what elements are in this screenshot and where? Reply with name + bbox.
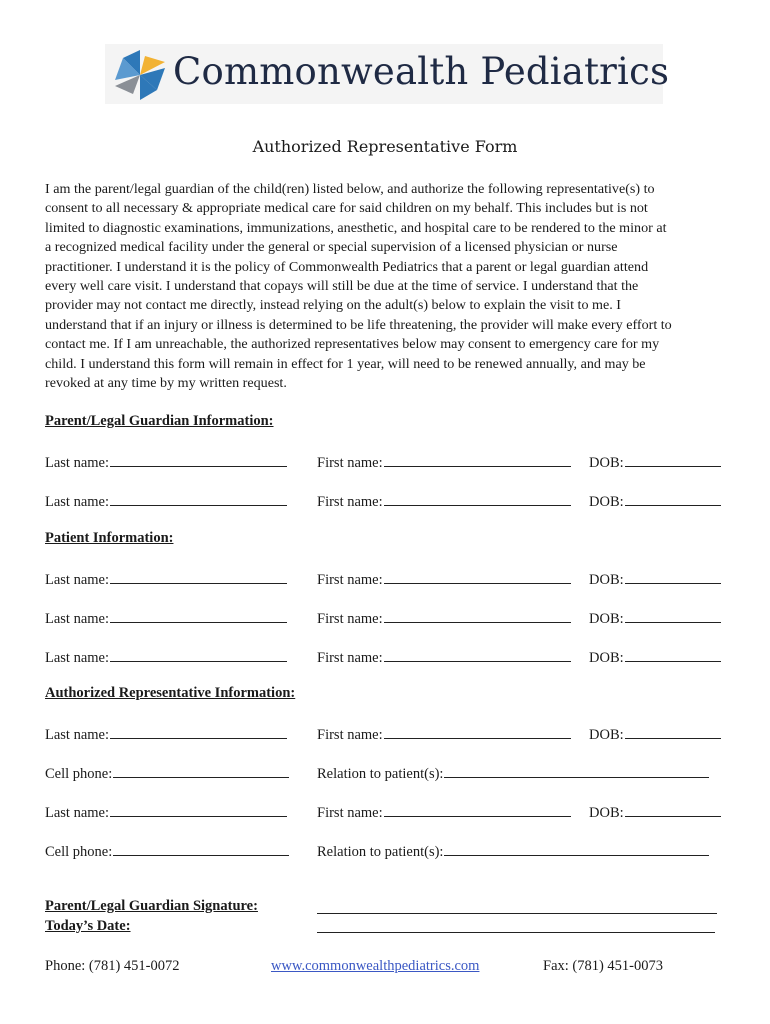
paragraph-line: revoked at any time by my written request. (45, 375, 287, 392)
paragraph-line: child. I understand this form will remain in effect for 1 year, will need to be renewed annually, and may be (45, 355, 646, 372)
authorization-paragraph (45, 180, 735, 393)
paragraph-line: limited to diagnostic examinations, immunizations, anesthetic, and hospital care to be rendered to the minor at (45, 219, 667, 236)
patient-1-dob-field[interactable]: DOB: (589, 569, 721, 589)
guardian-row-1 (45, 452, 735, 472)
guardian-2-dob-field[interactable]: DOB: (589, 491, 721, 511)
guardian-1-dob-field[interactable]: DOB: (589, 452, 721, 472)
patient-2-dob-field[interactable]: DOB: (589, 608, 721, 628)
rep-2-dob-field[interactable]: DOB: (589, 802, 721, 822)
representative-section-heading: Authorized Representative Information: (45, 685, 296, 701)
guardian-section-heading: Parent/Legal Guardian Information: (45, 413, 274, 429)
paragraph-line: consent to all necessary & appropriate medical care for said children on my behalf. This includes but is not (45, 200, 648, 217)
patient-3-last-name-field[interactable]: Last name: (45, 647, 287, 667)
pinwheel-logo-icon (111, 46, 169, 104)
paragraph-line: contact me. If I am unreachable, the authorized representatives below may consent to emergency care for my (45, 336, 660, 353)
rep-2-cell-phone-field[interactable]: Cell phone: (45, 841, 289, 861)
guardian-1-first-name-field[interactable]: First name: (317, 452, 571, 472)
rep-1-cell-phone-field[interactable]: Cell phone: (45, 763, 289, 783)
paragraph-line: a recognized medical facility under the general or special supervision of a licensed physician or nurse (45, 239, 618, 256)
patient-row-1 (45, 569, 735, 589)
guardian-signature-field[interactable] (317, 913, 717, 914)
patient-section-heading: Patient Information: (45, 530, 174, 546)
patient-2-last-name-field[interactable]: Last name: (45, 608, 287, 628)
form-title: Authorized Representative Form (252, 137, 518, 156)
guardian-row-2 (45, 491, 735, 511)
rep-2-first-name-field[interactable]: First name: (317, 802, 571, 822)
rep-2-relation-field[interactable]: Relation to patient(s): (317, 841, 709, 861)
patient-1-first-name-field[interactable]: First name: (317, 569, 571, 589)
representative-2-contact-row (45, 841, 735, 861)
rep-1-dob-field[interactable]: DOB: (589, 724, 721, 744)
patient-3-first-name-field[interactable]: First name: (317, 647, 571, 667)
patient-1-last-name-field[interactable]: Last name: (45, 569, 287, 589)
representative-2-name-row (45, 802, 735, 822)
patient-3-dob-field[interactable]: DOB: (589, 647, 721, 667)
patient-row-2 (45, 608, 735, 628)
guardian-2-last-name-field[interactable]: Last name: (45, 491, 287, 511)
guardian-signature-label: Parent/Legal Guardian Signature: (45, 898, 258, 914)
logo-banner (105, 44, 670, 104)
todays-date-field[interactable] (317, 932, 715, 933)
paragraph-line: every well care visit. I understand that copays will still be due at the time of service. I understand that the (45, 278, 639, 295)
rep-2-last-name-field[interactable]: Last name: (45, 802, 287, 822)
paragraph-line: practitioner. I understand it is the policy of Commonwealth Pediatrics that a parent or legal guardian attend (45, 258, 649, 275)
guardian-1-last-name-field[interactable]: Last name: (45, 452, 287, 472)
representative-1-name-row (45, 724, 735, 744)
contact-footer (45, 958, 735, 980)
fax-number: Fax: (781) 451-0073 (543, 958, 664, 974)
paragraph-line: understand that if an injury or illness is determined to be life threatening, the provider will make every effort to (45, 316, 672, 333)
rep-1-relation-field[interactable]: Relation to patient(s): (317, 763, 709, 783)
patient-2-first-name-field[interactable]: First name: (317, 608, 571, 628)
todays-date-label: Today’s Date: (45, 918, 131, 934)
website-link[interactable]: www.commonwealthpediatrics.com (271, 958, 480, 974)
paragraph-line: I am the parent/legal guardian of the child(ren) listed below, and authorize the following representative(s) to (45, 181, 655, 197)
paragraph-line: provider may not contact me directly, instead relying on the adult(s) below to explain the visit to me. I (45, 297, 621, 314)
phone-number: Phone: (781) 451-0072 (45, 958, 180, 974)
rep-1-first-name-field[interactable]: First name: (317, 724, 571, 744)
representative-1-contact-row (45, 763, 735, 783)
rep-1-last-name-field[interactable]: Last name: (45, 724, 287, 744)
logo-text: Commonwealth Pediatrics (173, 50, 670, 93)
patient-row-3 (45, 647, 735, 667)
guardian-2-first-name-field[interactable]: First name: (317, 491, 571, 511)
